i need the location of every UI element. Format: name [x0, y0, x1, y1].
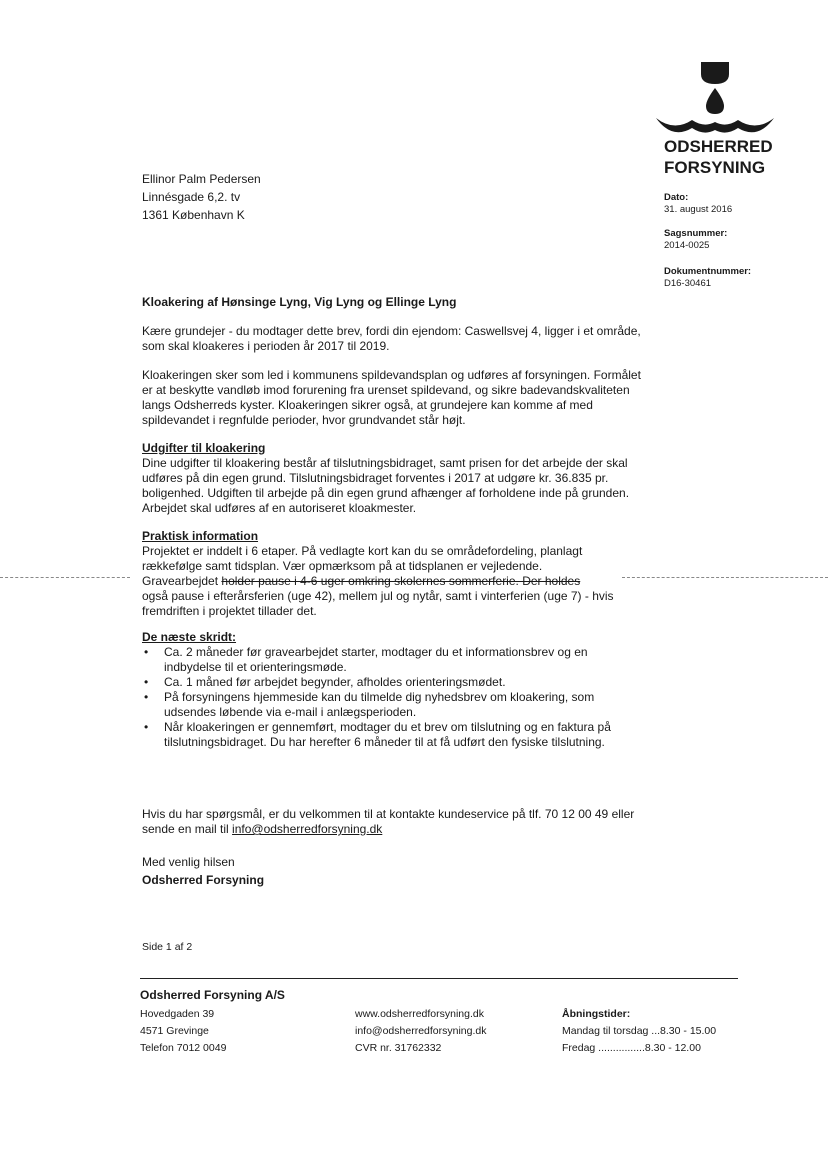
section-costs: [142, 441, 642, 516]
footer-web: [355, 1006, 486, 1057]
scan-mark-right: [622, 577, 828, 578]
footer-address-line: Hovedgaden 39: [140, 1008, 215, 1020]
footer-email[interactable]: info@odsherredforsyning.dk: [355, 1025, 487, 1037]
intro-paragraph: Kære grundejer - du modtager dette brev, fordi din ejendom: Caswellsvej 4, ligger i et område, som skal kloakeres i perioden år 2017 til 2019.: [142, 324, 641, 353]
meta-document-number: [664, 266, 751, 290]
footer-divider: [140, 978, 738, 979]
footer-company: Odsherred Forsyning A/S: [140, 988, 285, 1002]
footer-hours-title: Åbningstider:: [562, 1008, 631, 1020]
meta-case-label: Sagsnummer:: [664, 228, 728, 239]
recipient-address: [142, 170, 261, 224]
logo-wave-shape: [656, 118, 774, 133]
footer-hours-line: Mandag til torsdag ...8.30 - 15.00: [562, 1025, 717, 1037]
footer-hours-line: Fredag ................8.30 - 12.00: [562, 1042, 701, 1054]
meta-date-value: 31. august 2016: [664, 204, 733, 215]
struck-text: holder pause i 4-6 uger omkring skolernes sommerferie. Der holdes: [221, 574, 581, 588]
section-next-steps-heading: De næste skridt:: [142, 630, 237, 644]
list-item: • Ca. 1 måned før arbejdet begynder, afholdes orienteringsmødet.: [142, 675, 642, 690]
section-practical-text: Projektet er inddelt i 6 etaper. På vedlagte kort kan du se områdefordeling, planlagt rækkefølge samt tidsplan. Vær opmærksom på at tidsplanen er vejledende.: [142, 544, 583, 573]
brand-name: [664, 136, 773, 178]
section-practical: [142, 529, 642, 619]
letter-subject: Kloakering af Hønsinge Lyng, Vig Lyng og Ellinge Lyng: [142, 295, 457, 309]
section-practical-revised: [142, 574, 642, 589]
section-practical-heading: Praktisk information: [142, 529, 259, 543]
scan-mark-left: [0, 577, 130, 578]
meta-document-label: Dokumentnummer:: [664, 266, 752, 277]
page-indicator: Side 1 af 2: [142, 941, 193, 953]
brand-line-1: ODSHERRED: [664, 137, 773, 156]
footer-cvr: CVR nr. 31762332: [355, 1042, 442, 1054]
section-practical-pause-text: også pause i efterårsferien (uge 42), mellem jul og nytår, samt i vinterferien (uge 7) - hvis fremdriften i projektet tillader det.: [142, 589, 614, 618]
section-costs-text: Dine udgifter til kloakering består af tilslutningsbidraget, samt prisen for det arbejde der skal udføres på din egen grund. Tilslutningsbidraget forventes i 2017 at udgøre kr. 36.835 pr. boligenhed. Udgiften til arbejde på din egen grund afhænger af forholdene inde på grunden. Arbejdet skal udføres af en autoriseret kloakmester.: [142, 456, 630, 515]
logo-cup-shape: [701, 62, 729, 84]
recipient-city: 1361 København K: [142, 208, 245, 222]
footer-address-line: Telefon 7012 0049: [140, 1042, 227, 1054]
recipient-name: Ellinor Palm Pedersen: [142, 172, 261, 186]
contact-text: Hvis du har spørgsmål, er du velkommen til at kontakte kundeservice på tlf. 70 12 00 49 eller sende en mail til: [142, 807, 635, 836]
closing-sender: Odsherred Forsyning: [142, 873, 265, 887]
brand-line-2: FORSYNING: [664, 158, 766, 177]
contact-email-link[interactable]: info@odsherredforsyning.dk: [232, 822, 383, 836]
section-costs-heading: Udgifter til kloakering: [142, 441, 266, 455]
closing-greeting: Med venlig hilsen: [142, 855, 235, 869]
meta-date: [664, 192, 732, 216]
contact-paragraph: [142, 807, 642, 837]
list-item: • På forsyningens hjemmeside kan du tilmelde dig nyhedsbrev om kloakering, som udsendes løbende via e-mail i anlægsperioden.: [142, 690, 642, 720]
odsherred-forsyning-logo: [650, 58, 780, 138]
footer-address: [140, 1006, 226, 1057]
closing: [142, 853, 642, 889]
footer-address-line: 4571 Grevinge: [140, 1025, 209, 1037]
list-item: • Ca. 2 måneder før gravearbejdet starter, modtager du et informationsbrev og en indbydelse til et orienteringsmøde.: [142, 645, 642, 675]
list-item: • Når kloakeringen er gennemført, modtager du et brev om tilslutning og en faktura på tilslutningsbidraget. Du har herefter 6 måneder til at få udført den fysiske tilslutning.: [142, 720, 642, 750]
footer-website[interactable]: www.odsherredforsyning.dk: [355, 1008, 484, 1020]
meta-document-value: D16-30461: [664, 278, 712, 289]
footer-hours: [562, 1006, 716, 1057]
logo-drop-shape: [706, 88, 724, 114]
next-steps-list: [142, 645, 642, 750]
meta-case-value: 2014-0025: [664, 240, 710, 251]
section-next-steps: [142, 630, 642, 750]
meta-date-label: Dato:: [664, 192, 689, 203]
revised-plain-text: Gravearbejdet: [142, 574, 222, 588]
meta-case-number: [664, 228, 727, 252]
recipient-street: Linnésgade 6,2. tv: [142, 190, 241, 204]
purpose-paragraph: Kloakeringen sker som led i kommunens spildevandsplan og udføres af forsyningen. Formålet er at beskytte vandløb imod forurening fra urenset spildevand, og sikre badevandskvaliteten langs Odsherreds kyster. Kloakeringen sikrer også, at grundejere kan komme af med spildevandet i regnfulde perioder, hvor grundvandet står højt.: [142, 368, 641, 427]
